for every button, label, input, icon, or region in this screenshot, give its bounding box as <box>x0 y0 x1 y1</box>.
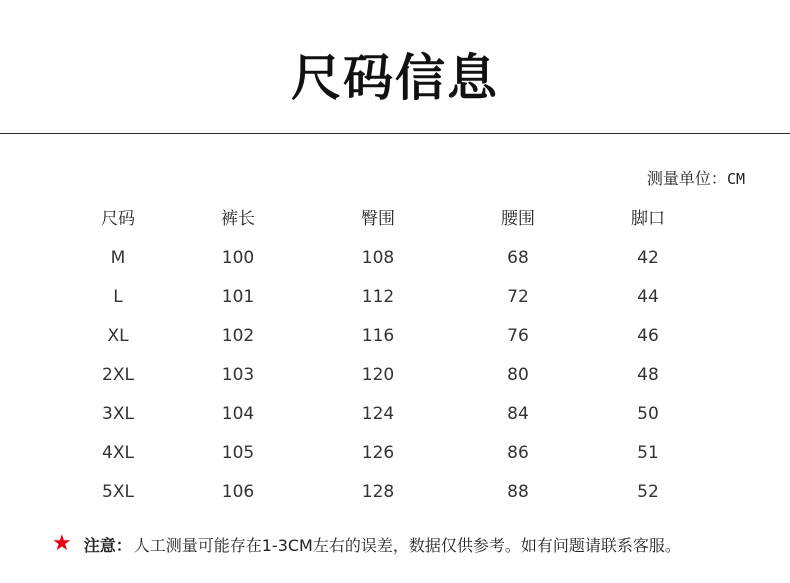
unit-value: CM <box>726 170 745 188</box>
divider <box>0 133 790 134</box>
table-header-row <box>0 207 790 231</box>
table-cell: 46 <box>637 326 659 346</box>
table-row <box>0 480 790 504</box>
table-cell: 80 <box>507 365 529 385</box>
table-cell: 2XL <box>102 365 134 385</box>
table-cell: 72 <box>507 287 529 307</box>
table-cell: 52 <box>637 482 659 502</box>
table-cell: 105 <box>221 443 255 463</box>
star-icon: ★ <box>52 531 72 556</box>
header-hip: 臀围 <box>361 209 395 229</box>
table-cell: 68 <box>507 248 529 268</box>
table-row <box>0 363 790 387</box>
table-cell: 84 <box>507 404 529 424</box>
table-cell: 101 <box>221 287 255 307</box>
table-cell: 124 <box>361 404 395 424</box>
table-cell: 126 <box>361 443 395 463</box>
header-size: 尺码 <box>101 209 135 229</box>
table-cell: 120 <box>361 365 395 385</box>
unit-label: 测量单位： <box>646 169 727 188</box>
table-cell: M <box>110 248 126 268</box>
table-cell: 108 <box>361 248 395 268</box>
table-cell: 50 <box>637 404 659 424</box>
table-cell: 76 <box>507 326 529 346</box>
table-cell: 86 <box>507 443 529 463</box>
table-cell: 5XL <box>102 482 134 502</box>
table-cell: 106 <box>221 482 255 502</box>
note-label: 注意： <box>83 535 132 555</box>
header-waist: 腰围 <box>501 209 535 229</box>
table-cell: 104 <box>221 404 255 424</box>
page-title: 尺码信息 <box>291 49 499 107</box>
table-cell: 51 <box>637 443 659 463</box>
table-row <box>0 441 790 465</box>
measurement-note <box>52 532 681 556</box>
table-cell: 3XL <box>102 404 134 424</box>
table-cell: L <box>113 287 123 307</box>
table-cell: 88 <box>507 482 529 502</box>
table-row <box>0 285 790 309</box>
header-hem: 脚口 <box>631 209 665 229</box>
table-cell: 112 <box>361 287 395 307</box>
table-row <box>0 324 790 348</box>
table-cell: 103 <box>221 365 255 385</box>
table-cell: 128 <box>361 482 395 502</box>
table-cell: XL <box>107 326 129 346</box>
table-cell: 102 <box>221 326 255 346</box>
table-cell: 4XL <box>102 443 134 463</box>
header-length: 裤长 <box>221 209 255 229</box>
table-row <box>0 402 790 426</box>
measurement-unit <box>647 168 745 190</box>
table-cell: 44 <box>637 287 659 307</box>
table-row <box>0 246 790 270</box>
table-cell: 116 <box>361 326 395 346</box>
table-cell: 42 <box>637 248 659 268</box>
table-cell: 100 <box>221 248 255 268</box>
note-text: 人工测量可能存在1-3CM左右的误差，数据仅供参考。如有问题请联系客服。 <box>133 535 681 555</box>
table-cell: 48 <box>637 365 659 385</box>
